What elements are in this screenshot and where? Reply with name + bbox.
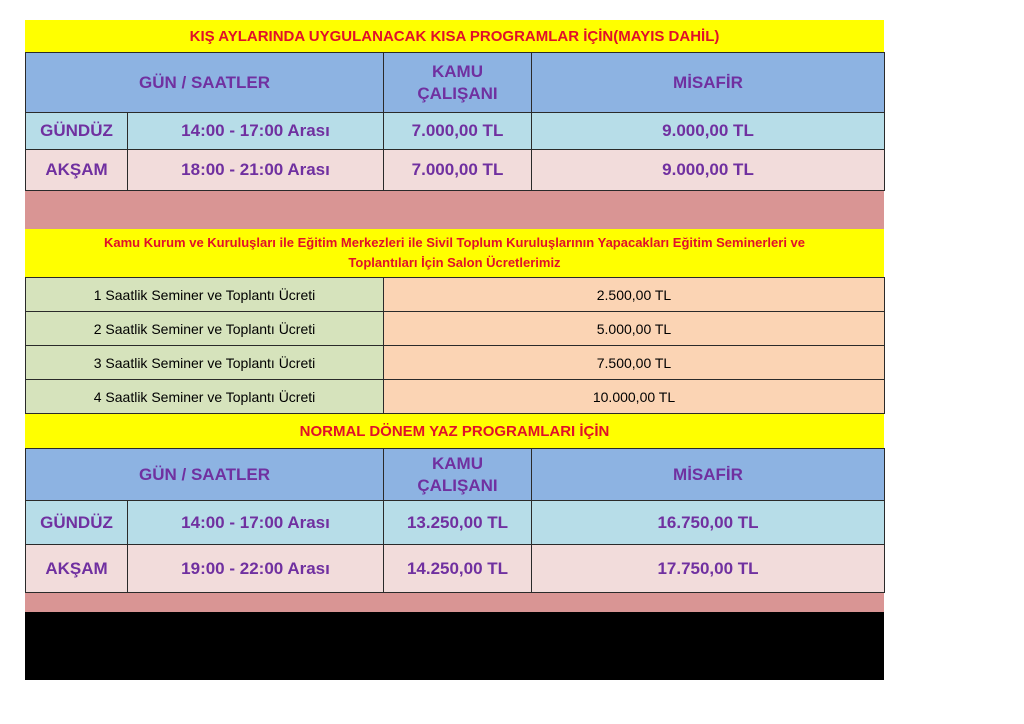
winter-header-kamu-line2: ÇALIŞANI <box>417 83 498 103</box>
winter-header-days: GÜN / SAATLER <box>26 53 384 113</box>
summer-header-misafir: MİSAFİR <box>532 449 885 501</box>
winter-header-misafir: MİSAFİR <box>532 53 885 113</box>
black-footer-block <box>25 612 884 680</box>
summer-day-label: GÜNDÜZ <box>26 501 128 545</box>
summer-header-days: GÜN / SAATLER <box>26 449 384 501</box>
seminar-price: 2.500,00 TL <box>384 278 885 312</box>
summer-evening-hours: 19:00 - 22:00 Arası <box>128 545 384 593</box>
summer-title <box>25 414 884 448</box>
table-row <box>26 278 885 312</box>
winter-hours: 14:00 - 17:00 Arası <box>128 113 384 150</box>
winter-title-text: KIŞ AYLARINDA UYGULANACAK KISA PROGRAMLAR İÇİN(MAYIS DAHİL) <box>189 27 720 45</box>
table-row <box>26 380 885 414</box>
seminar-label: 1 Saatlik Seminer ve Toplantı Ücreti <box>26 278 384 312</box>
seminar-label: 4 Saatlik Seminer ve Toplantı Ücreti <box>26 380 384 414</box>
summer-title-text: NORMAL DÖNEM YAZ PROGRAMLARI İÇİN <box>299 422 610 440</box>
winter-price-table <box>25 52 885 191</box>
summer-hours: 14:00 - 17:00 Arası <box>128 501 384 545</box>
table-row <box>26 113 885 150</box>
summer-header-kamu <box>384 449 532 501</box>
winter-header-row <box>26 53 885 113</box>
summer-evening-misafir-price: 17.750,00 TL <box>532 545 885 593</box>
winter-evening-misafir-price: 9.000,00 TL <box>532 150 885 191</box>
separator-band <box>25 593 884 612</box>
seminar-title <box>25 229 884 277</box>
table-row <box>26 312 885 346</box>
seminar-title-line2: Toplantıları İçin Salon Ücretlerimiz <box>348 255 561 270</box>
winter-misafir-price: 9.000,00 TL <box>532 113 885 150</box>
winter-title <box>25 20 884 52</box>
price-list <box>25 20 884 680</box>
summer-header-kamu-line2: ÇALIŞANI <box>417 475 498 495</box>
table-row <box>26 150 885 191</box>
winter-kamu-price: 7.000,00 TL <box>384 113 532 150</box>
winter-evening-kamu-price: 7.000,00 TL <box>384 150 532 191</box>
summer-kamu-price: 13.250,00 TL <box>384 501 532 545</box>
seminar-label: 3 Saatlik Seminer ve Toplantı Ücreti <box>26 346 384 380</box>
summer-header-kamu-line1: KAMU <box>432 453 483 473</box>
table-row <box>26 346 885 380</box>
winter-day-label: GÜNDÜZ <box>26 113 128 150</box>
seminar-label: 2 Saatlik Seminer ve Toplantı Ücreti <box>26 312 384 346</box>
seminar-price: 10.000,00 TL <box>384 380 885 414</box>
winter-evening-label: AKŞAM <box>26 150 128 191</box>
seminar-title-line1: Kamu Kurum ve Kuruluşları ile Eğitim Merkezleri ile Sivil Toplum Kuruluşlarının Yapacakları Eğitim Seminerleri ve <box>103 235 806 250</box>
seminar-price-table <box>25 277 885 414</box>
seminar-price: 7.500,00 TL <box>384 346 885 380</box>
table-row <box>26 545 885 593</box>
winter-evening-hours: 18:00 - 21:00 Arası <box>128 150 384 191</box>
table-row <box>26 501 885 545</box>
seminar-price: 5.000,00 TL <box>384 312 885 346</box>
summer-header-row <box>26 449 885 501</box>
separator-band <box>25 191 884 229</box>
winter-header-kamu-line1: KAMU <box>432 61 483 81</box>
summer-misafir-price: 16.750,00 TL <box>532 501 885 545</box>
summer-price-table <box>25 448 885 593</box>
summer-evening-label: AKŞAM <box>26 545 128 593</box>
summer-evening-kamu-price: 14.250,00 TL <box>384 545 532 593</box>
winter-header-kamu <box>384 53 532 113</box>
